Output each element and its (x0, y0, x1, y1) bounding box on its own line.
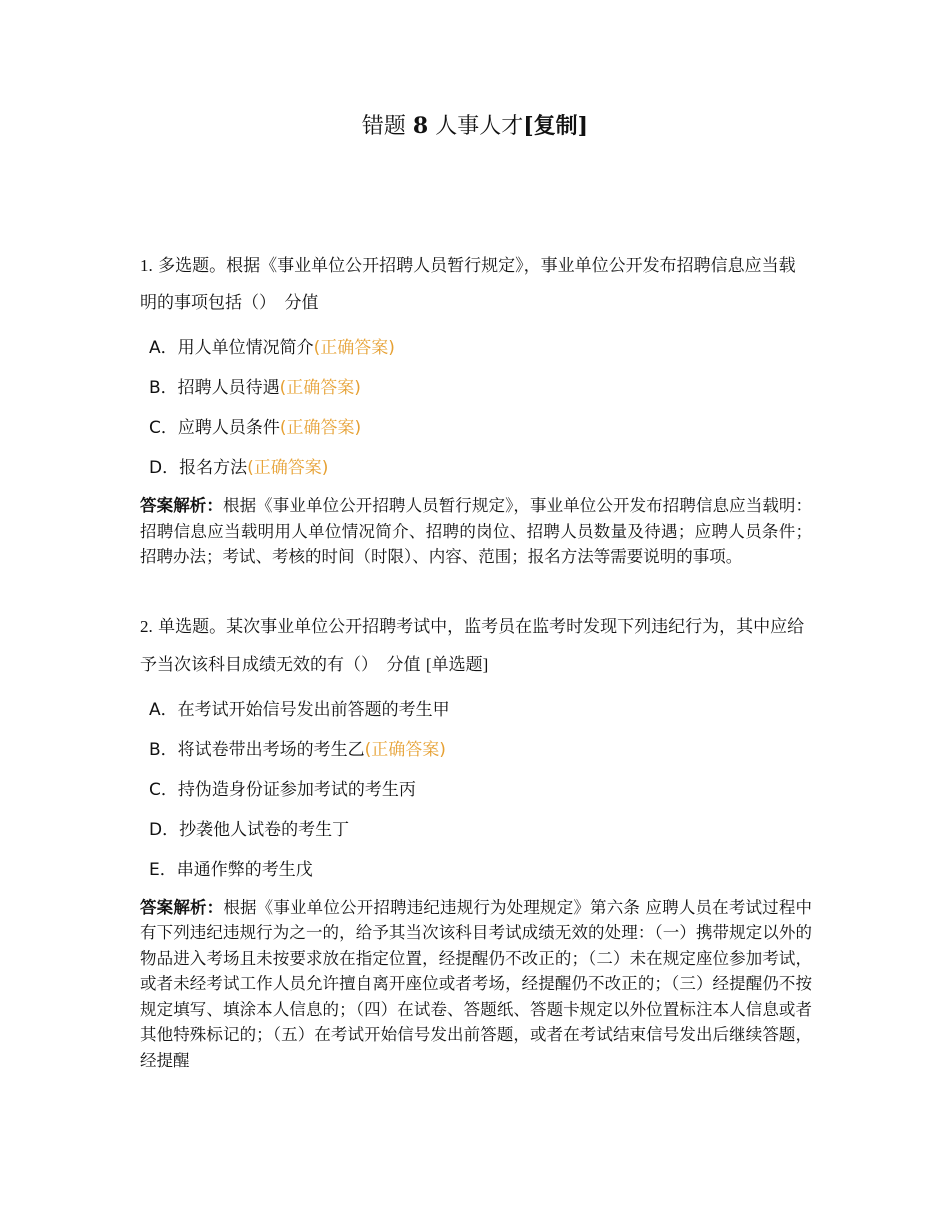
correct-answer-tag: (正确答案) (247, 458, 329, 478)
option-e[interactable] (140, 850, 812, 890)
score-label: 分值 (284, 293, 319, 313)
question-1 (140, 247, 812, 570)
option-text: 用人单位情况简介 (177, 338, 314, 358)
page-title (0, 110, 950, 143)
question-stem (140, 247, 812, 322)
option-text: 串通作弊的考生戊 (176, 859, 313, 880)
option-list (140, 328, 812, 488)
option-letter: D． (149, 819, 180, 840)
question-2 (140, 608, 812, 1074)
option-a[interactable] (140, 328, 812, 368)
option-text: 在考试开始信号发出前答题的考生甲 (177, 699, 450, 720)
option-letter: C． (149, 418, 178, 438)
question-stem (140, 608, 812, 684)
option-letter: C． (149, 779, 178, 800)
question-text: 某次事业单位公开招聘考试中，监考员在监考时发现下列违纪行为，其中应给予当次该科目成绩无效的有（） (140, 616, 805, 675)
analysis-text: 根据《事业单位公开招聘人员暂行规定》，事业单位公开发布招聘信息应当载明：招聘信息应当载明用人单位情况简介、招聘的岗位、招聘人员数量及待遇；应聘人员条件；招聘办法；考试、考核的时间（时限）、内容、范围；报名方法等需要说明的事项。 (140, 496, 812, 566)
question-text: 根据《事业单位公开招聘人员暂行规定》，事业单位公开发布招聘信息应当载明的事项包括（） (140, 256, 796, 313)
correct-answer-tag: (正确答案) (313, 338, 395, 358)
option-b[interactable] (140, 368, 812, 408)
question-type: 单选题。 (158, 616, 227, 637)
question-list (140, 247, 812, 1073)
option-letter: B． (149, 378, 178, 398)
answer-analysis (140, 895, 812, 1074)
score-label: 分值 (386, 654, 421, 675)
option-text: 招聘人员待遇 (177, 378, 280, 398)
title-bracket: [复制] (523, 113, 589, 139)
question-number: 2. (140, 616, 153, 636)
option-letter: A． (149, 338, 178, 358)
option-text: 报名方法 (179, 458, 248, 478)
option-list (140, 690, 812, 890)
question-type-tag: [单选题] (425, 654, 489, 674)
analysis-text: 根据《事业单位公开招聘违纪违规行为处理规定》第六条 应聘人员在考试过程中有下列违纪违规行为之一的，给予其当次该科目考试成绩无效的处理：（一）携带规定以外的物品进入考场且未按要求放在指定位置，经提醒仍不改正的；（二）未在规定座位参加考试，或者未经考试工作人员允许擅自离开座位或者考场，经提醒仍不改正的；（三）经提醒仍不按规定填写、填涂本人信息的；（四）在试卷、答题纸、答题卡规定以外位置标注本人信息或者其他特殊标记的；（五）在考试开始信号发出前答题，或者在考试结束信号发出后继续答题，经提醒 (140, 897, 812, 1070)
option-letter: B． (149, 739, 178, 760)
option-letter: E． (149, 859, 177, 880)
correct-answer-tag: (正确答案) (279, 418, 362, 438)
option-d[interactable] (140, 448, 812, 488)
option-letter: D． (149, 458, 180, 478)
correct-answer-tag: (正确答案) (279, 378, 361, 398)
question-type: 多选题。 (158, 256, 227, 276)
analysis-label: 答案解析： (140, 897, 224, 917)
option-d[interactable] (140, 810, 812, 850)
title-suffix: 人事人才 (435, 114, 524, 139)
option-text: 将试卷带出考场的考生乙 (177, 739, 365, 760)
correct-answer-tag: (正确答案) (364, 739, 446, 760)
option-letter: A． (149, 699, 178, 720)
question-number: 1. (140, 256, 153, 275)
title-prefix: 错题 (361, 114, 406, 139)
option-b[interactable] (140, 730, 812, 770)
option-a[interactable] (140, 690, 812, 730)
answer-analysis (140, 493, 812, 570)
option-c[interactable] (140, 408, 812, 448)
analysis-label: 答案解析： (140, 496, 223, 515)
option-c[interactable] (140, 770, 812, 810)
option-text: 抄袭他人试卷的考生丁 (179, 819, 350, 840)
title-number: 8 (412, 113, 429, 139)
option-text: 应聘人员条件 (177, 418, 280, 438)
option-text: 持伪造身份证参加考试的考生丙 (177, 779, 416, 800)
